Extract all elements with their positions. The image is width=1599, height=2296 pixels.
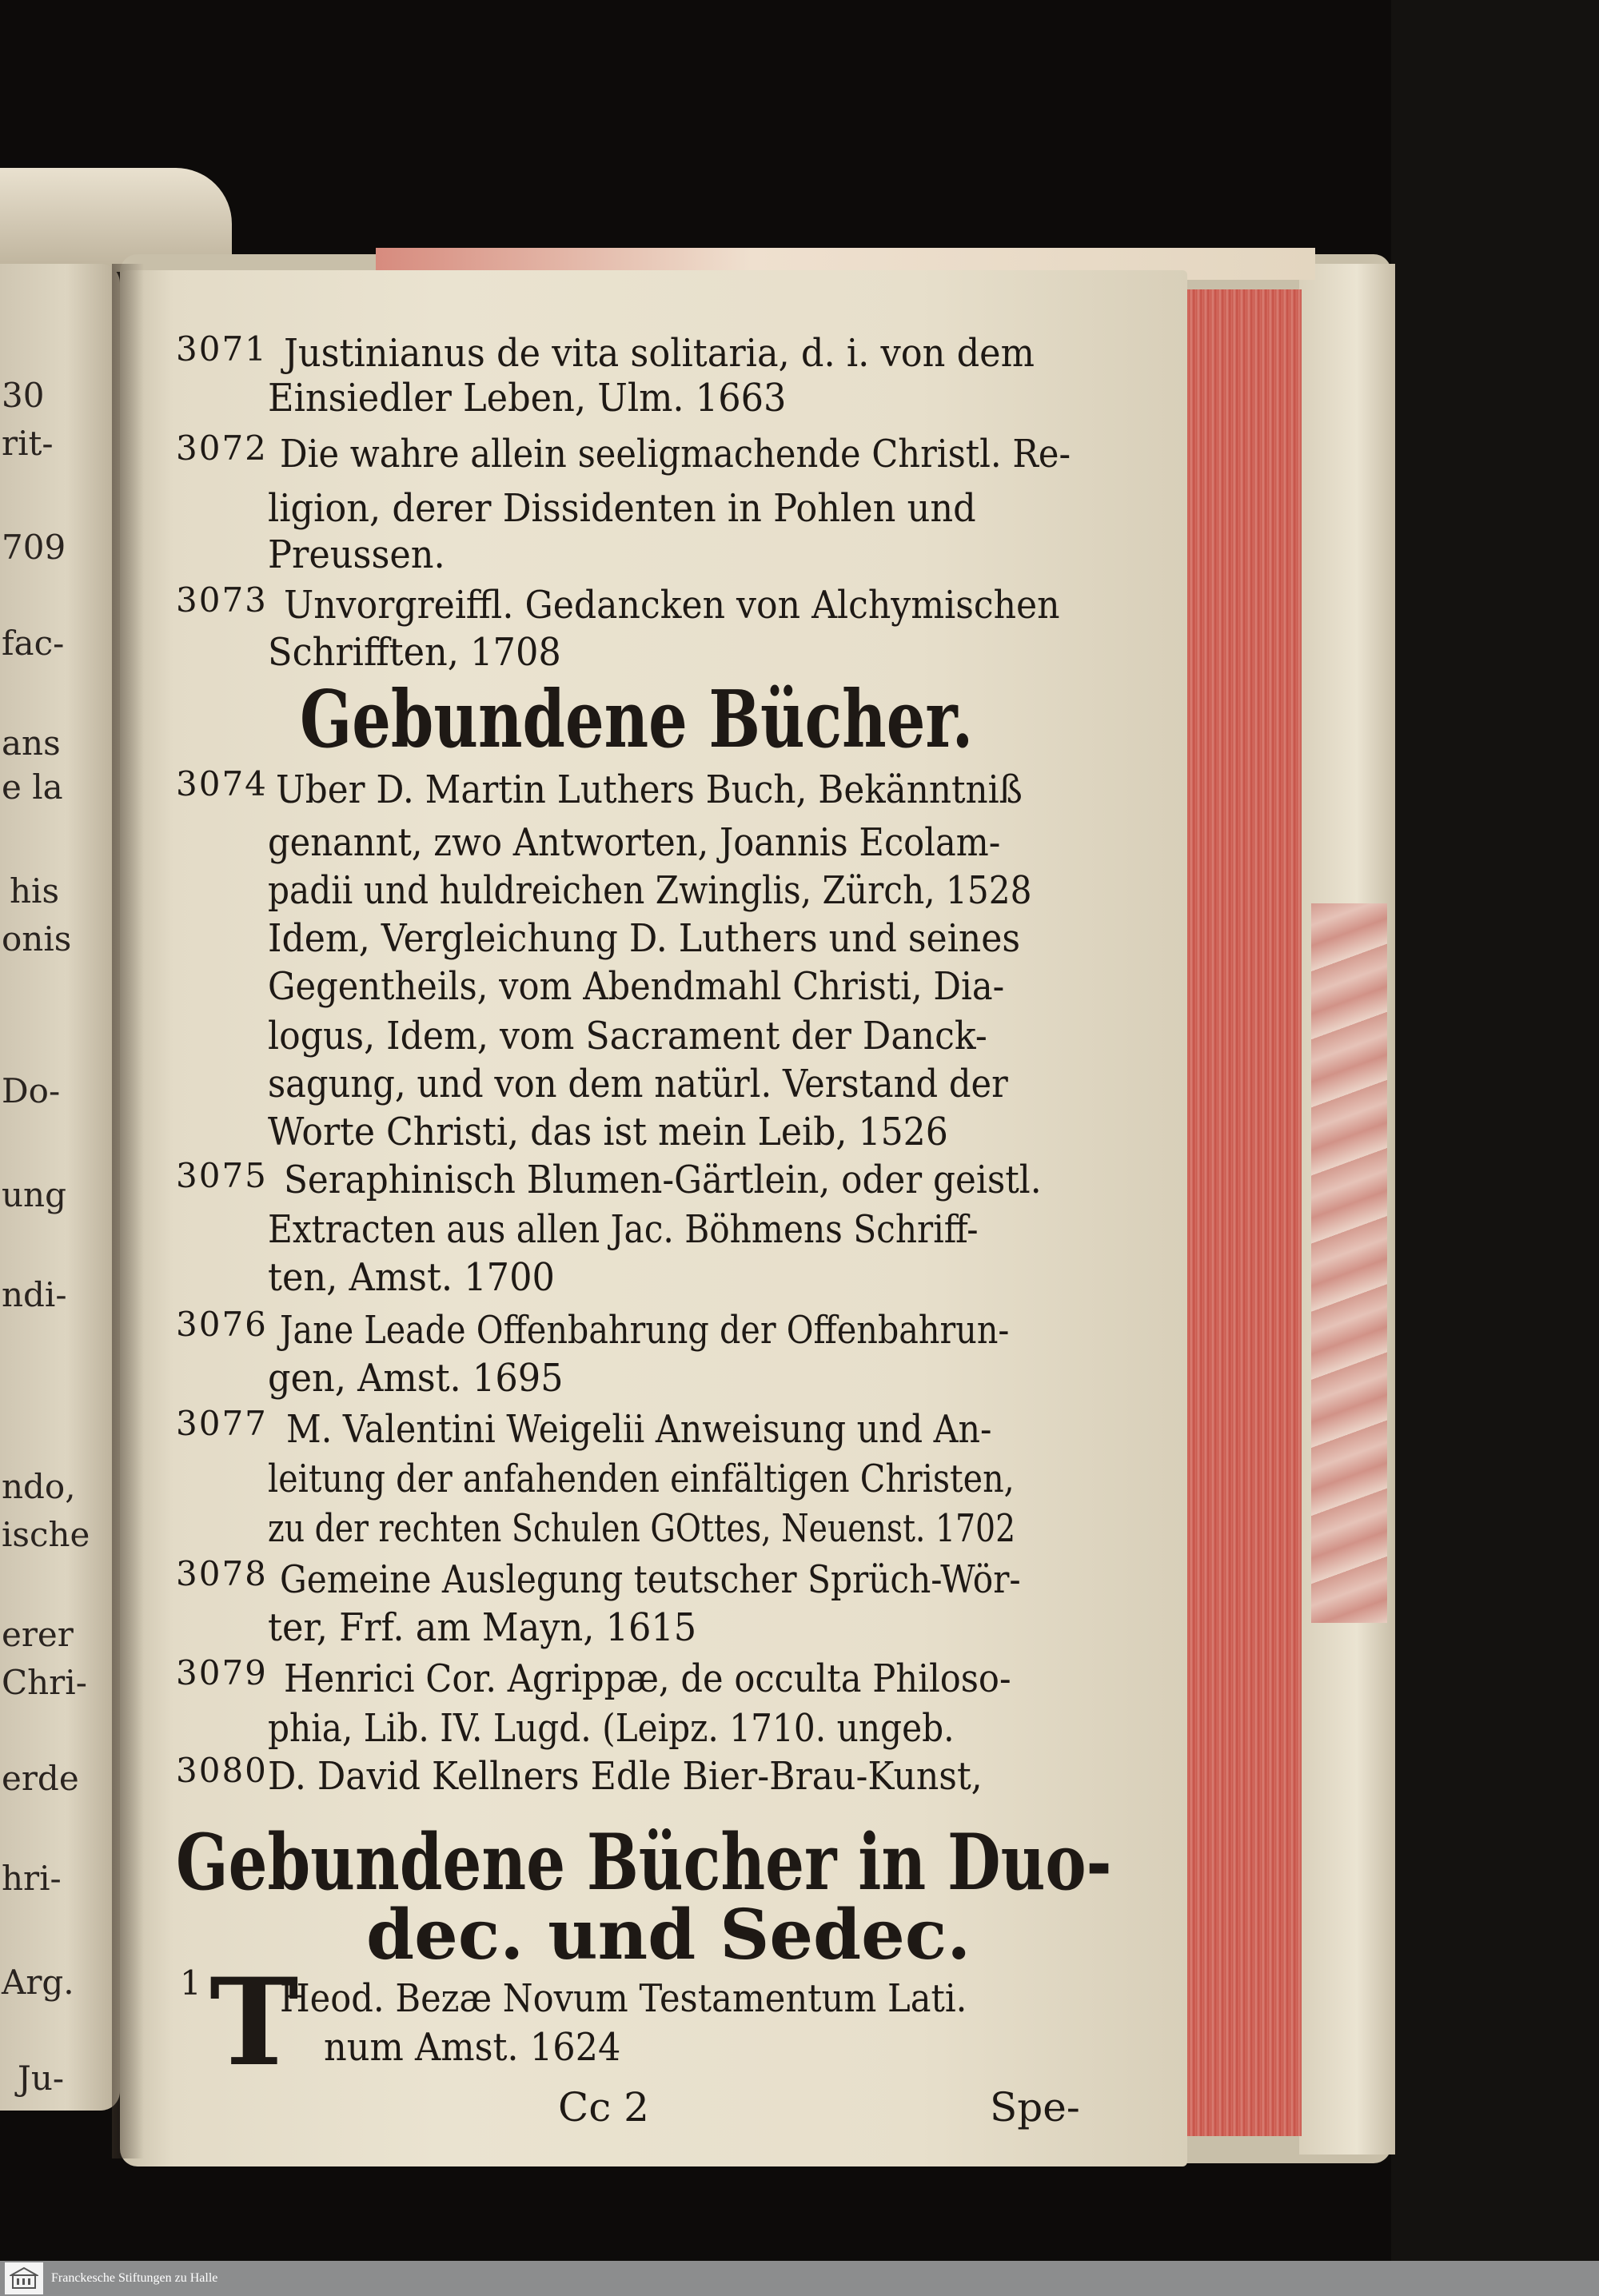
entry-line: Schrifften, 1708	[268, 630, 561, 675]
prev-fragment: ndo,	[2, 1467, 76, 1506]
prev-fragment: erde	[2, 1759, 79, 1798]
prev-fragment: Chri-	[2, 1663, 87, 1702]
section-heading: Gebundene Bücher.	[300, 674, 974, 766]
section-heading: Gebundene Bücher in Duo-	[176, 1817, 1112, 1907]
entry-number: 3073	[176, 580, 268, 620]
entry-number: 3080	[176, 1751, 268, 1790]
entry-line: ter, Frf. am Mayn, 1615	[268, 1605, 697, 1650]
institution-logo	[5, 2262, 43, 2294]
drop-cap: T	[209, 1952, 299, 2093]
entry-number: 3072	[176, 429, 268, 468]
prev-fragment: Arg.	[2, 1963, 74, 2002]
entry-line: D. David Kellners Edle Bier-Brau-Kunst,	[268, 1754, 983, 1799]
entry-line: num Amst. 1624	[324, 2025, 621, 2070]
entry-line: phia, Lib. IV. Lugd. (Leipz. 1710. ungeb.	[268, 1706, 955, 1751]
entry-line: leitung der anfahenden einfältigen Christen,	[268, 1457, 1015, 1501]
entry-number: 3071	[176, 329, 268, 369]
prev-fragment: rit-	[2, 424, 54, 463]
prev-fragment: ndi-	[2, 1275, 67, 1314]
prev-fragment: e la	[2, 767, 63, 807]
entry-line: Uber D. Martin Luthers Buch, Bekänntniß	[276, 767, 1023, 812]
prev-fragment: erer	[2, 1615, 74, 1654]
entry-line: genannt, zwo Antworten, Joannis Ecolam-	[268, 820, 1001, 865]
entry-line: ten, Amst. 1700	[268, 1255, 555, 1300]
signature-mark: Cc 2	[558, 2084, 649, 2131]
prev-fragment: fac-	[2, 624, 65, 663]
entry-line: Justinianus de vita solitaria, d. i. von dem	[284, 331, 1035, 376]
entry-line: Einsiedler Leben, Ulm. 1663	[268, 376, 787, 421]
entry-line: ligion, derer Dissidenten in Pohlen und	[268, 486, 976, 531]
entry-line: Die wahre allein seeligmachende Christl. Re-	[280, 432, 1071, 476]
entry-line: Unvorgreiffl. Gedancken von Alchymischen	[284, 583, 1060, 628]
prev-fragment: hri-	[2, 1859, 62, 1898]
entry-line: Henrici Cor. Agrippæ, de occulta Philoso-	[284, 1656, 1011, 1701]
footer-institution: Franckesche Stiftungen zu Halle	[51, 2271, 218, 2285]
footer-bar	[0, 2261, 1599, 2296]
prev-fragment: ung	[2, 1175, 66, 1214]
prev-fragment: Ju-	[18, 2059, 65, 2098]
entry-number: 1	[180, 1963, 203, 2003]
entry-number: 3078	[176, 1554, 268, 1593]
entry-line: Idem, Vergleichung D. Luthers und seines	[268, 916, 1021, 961]
prev-fragment: ans	[2, 723, 61, 763]
entry-line: Preussen.	[268, 532, 445, 577]
entry-line: padii und huldreichen Zwinglis, Zürch, 1528	[268, 868, 1032, 913]
entry-number: 3076	[176, 1305, 268, 1344]
entry-number: 3075	[176, 1156, 268, 1195]
background-right	[1391, 0, 1599, 2262]
entry-number: 3077	[176, 1404, 268, 1443]
catchword: Spe-	[990, 2084, 1080, 2131]
entry-line: gen, Amst. 1695	[268, 1356, 564, 1401]
gutter-shadow	[112, 264, 144, 2158]
entry-line: zu der rechten Schulen GOttes, Neuenst. 1702	[268, 1506, 1016, 1551]
entry-line: Gegentheils, vom Abendmahl Christi, Dia-	[268, 964, 1005, 1009]
entry-line: Gemeine Auslegung teutscher Sprüch-Wör-	[280, 1557, 1021, 1602]
entry-line: M. Valentini Weigelii Anweisung und An-	[286, 1407, 992, 1452]
building-icon	[10, 2266, 38, 2291]
entry-number: 3074	[176, 764, 268, 803]
red-fore-edge	[1182, 289, 1302, 2136]
entry-line: Seraphinisch Blumen-Gärtlein, oder geistl.	[284, 1158, 1042, 1202]
prev-fragment: 709	[2, 528, 66, 567]
marbled-endpaper	[1311, 903, 1387, 1623]
entry-line: Heod. Bezæ Novum Testamentum Lati.	[280, 1976, 967, 2021]
prev-fragment: his	[10, 871, 60, 911]
prev-fragment: onis	[2, 919, 72, 959]
entry-number: 3079	[176, 1653, 268, 1692]
prev-fragment: 30	[2, 376, 45, 415]
entry-line: logus, Idem, vom Sacrament der Danck-	[268, 1014, 987, 1058]
entry-line: Jane Leade Offenbahrung der Offenbahrun-	[280, 1308, 1010, 1353]
prev-fragment: ische	[2, 1515, 90, 1554]
entry-line: Worte Christi, das ist mein Leib, 1526	[268, 1110, 948, 1154]
section-heading: dec. und Sedec.	[366, 1895, 971, 1975]
entry-line: Extracten aus allen Jac. Böhmens Schriff-	[268, 1207, 979, 1252]
entry-line: sagung, und von dem natürl. Verstand der	[268, 1062, 1008, 1106]
prev-fragment: Do-	[2, 1071, 61, 1110]
